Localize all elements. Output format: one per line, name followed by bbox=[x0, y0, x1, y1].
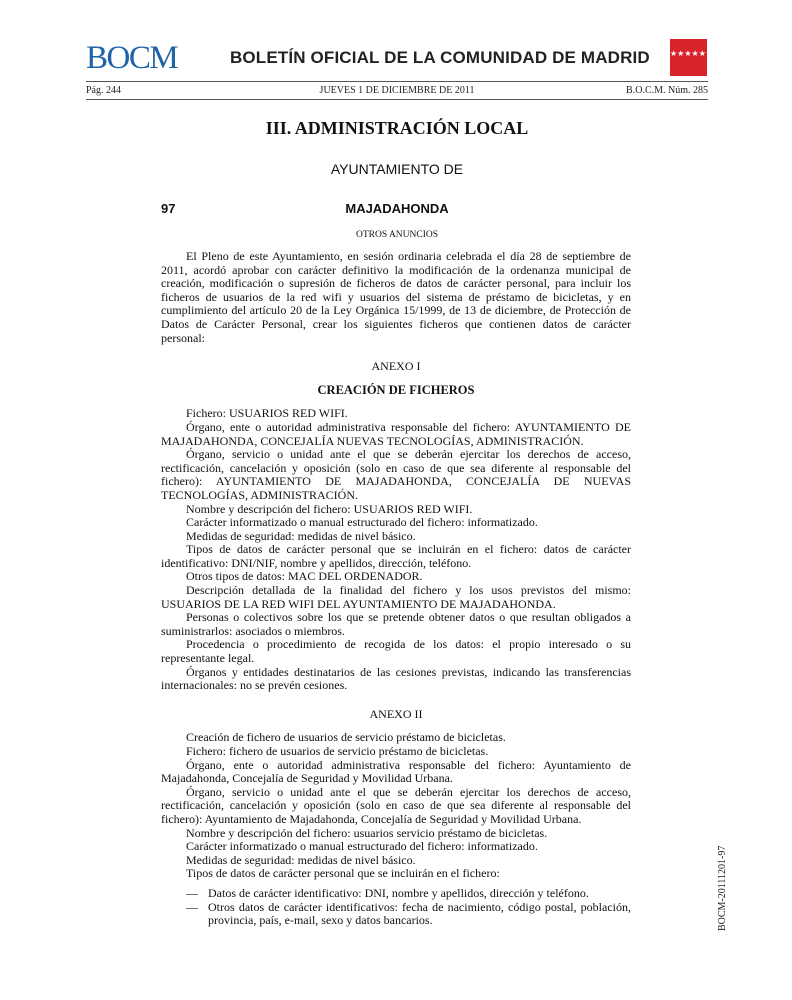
madrid-flag-icon: ★★★★★★★ bbox=[670, 39, 707, 76]
annex-1-paragraph: Órgano, servicio o unidad ante el que se deberán ejercitar los derechos de acceso, rectificación, cancelación y oposición (solo en caso de que sea diferente al responsable del fichero): AYUNTAMIENTO DE MAJADAHONDA, CONCEJALÍA DE NUEVAS TECNOLOGÍAS, ADMINISTRACIÓN. bbox=[161, 447, 631, 502]
bocm-logo: BOCM bbox=[86, 40, 178, 76]
annex-1-paragraph: Nombre y descripción del fichero: USUARIOS RED WIFI. bbox=[186, 501, 473, 516]
entry-number: 97 bbox=[161, 201, 176, 216]
annex-2-paragraph: Órgano, servicio o unidad ante el que se deberán ejercitar los derechos de acceso, rectificación, cancelación y oposición (solo en caso de que sea diferente al responsable del fichero): Ayuntamiento de Majadahonda, Concejalía de Seguridad y Movilidad Urbana. bbox=[161, 784, 631, 826]
municipality: MAJADAHONDA bbox=[345, 201, 449, 216]
header-rule-bottom bbox=[86, 99, 708, 100]
annex-2-paragraph: Medidas de seguridad: medidas de nivel básico. bbox=[186, 852, 416, 867]
header-rule-top bbox=[86, 81, 708, 82]
annex-2-paragraph: Fichero: fichero de usuarios de servicio préstamo de bicicletas. bbox=[186, 744, 489, 758]
list-item-text: Datos de carácter identificativo: DNI, nombre y apellidos, dirección y teléfono. bbox=[208, 885, 589, 900]
entity-type: AYUNTAMIENTO DE bbox=[330, 161, 464, 177]
annex-1-paragraph: Descripción detallada de la finalidad del fichero y los usos previstos del mismo: USUARIOS DE LA RED WIFI DEL AYUNTAMIENTO DE MAJADAHONDA. bbox=[161, 583, 631, 611]
annex-1-paragraph: Fichero: USUARIOS RED WIFI. bbox=[186, 406, 348, 421]
masthead-title: BOLETÍN OFICIAL DE LA COMUNIDAD DE MADRID bbox=[230, 48, 650, 67]
annex-1-paragraph: Órganos y entidades destinatarios de las cesiones previstas, indicando las transferencias internacionales: no se prevén cesiones. bbox=[161, 664, 631, 693]
annex-1-paragraph: Tipos de datos de carácter personal que se incluirán en el fichero: datos de carácter identificativo: DNI/NIF, nombre y apellidos, dirección, teléfono. bbox=[161, 542, 631, 570]
issue-date: JUEVES 1 DE DICIEMBRE DE 2011 bbox=[319, 85, 475, 96]
annex-2-title: ANEXO II bbox=[369, 706, 423, 721]
announcement-category: OTROS ANUNCIOS bbox=[355, 230, 439, 240]
document-body bbox=[161, 250, 631, 928]
annex-1-title: ANEXO I bbox=[371, 359, 421, 374]
annex-1-subtitle: CREACIÓN DE FICHEROS bbox=[317, 382, 475, 397]
dash-marker: — bbox=[186, 899, 198, 914]
annex-1-paragraph: Procedencia o procedimiento de recogida de los datos: el propio interesado o su representante legal. bbox=[161, 637, 631, 666]
annex-2-paragraph: Órgano, ente o autoridad administrativa responsable del fichero: Ayuntamiento de Majadahonda, Concejalía de Seguridad y Movilidad Urbana. bbox=[161, 757, 631, 786]
annex-1-paragraph: Medidas de seguridad: medidas de nivel básico. bbox=[186, 528, 416, 543]
list-item bbox=[161, 901, 631, 928]
annex-2-paragraph: Tipos de datos de carácter personal que se incluirán en el fichero: bbox=[186, 866, 500, 881]
page-number: Pág. 244 bbox=[86, 85, 121, 96]
annex-1-paragraph: Personas o colectivos sobre los que se pretende obtener datos o que resultan obligados a suministrarlos: asociados o miembros. bbox=[161, 610, 631, 638]
annex-2-paragraph: Carácter informatizado o manual estructurado del fichero: informatizado. bbox=[186, 839, 538, 854]
document-code: BOCM-20111201-97 bbox=[717, 845, 728, 931]
list-item-text: Otros datos de carácter identificativos: fecha de nacimiento, código postal, población, provincia, país, e-mail, sexo y datos bancarios. bbox=[208, 899, 631, 928]
annex-2-paragraph: Creación de fichero de usuarios de servicio préstamo de bicicletas. bbox=[186, 730, 506, 745]
section-title: III. ADMINISTRACIÓN LOCAL bbox=[265, 118, 529, 138]
list-item bbox=[161, 887, 631, 901]
annex-1-paragraph: Órgano, ente o autoridad administrativa responsable del fichero: AYUNTAMIENTO DE MAJADAHONDA, CONCEJALÍA NUEVAS TECNOLOGÍAS, ADMINISTRACIÓN. bbox=[161, 419, 631, 448]
issue-number: B.O.C.M. Núm. 285 bbox=[626, 85, 708, 96]
annex-2-paragraph: Nombre y descripción del fichero: usuarios servicio préstamo de bicicletas. bbox=[186, 825, 548, 840]
data-types-list bbox=[161, 887, 631, 928]
annex-1-paragraph: Otros tipos de datos: MAC DEL ORDENADOR. bbox=[186, 569, 423, 584]
intro-paragraph: El Pleno de este Ayuntamiento, en sesión ordinaria celebrada el día 28 de septiembre de 2011, acordó aprobar con carácter definitivo la modificación de la ordenanza municipal de creación, modificación o supresión de ficheros de datos de carácter personal, para incluir los ficheros de usuarios de la red wifi y usuarios del sistema de préstamo de bicicletas, y en cumplimiento del artículo 20 de la Ley Orgánica 15/1999, de 13 de diciembre, de Protección de Datos de Carácter Personal, crear los siguientes ficheros que contienen datos de carácter personal: bbox=[161, 249, 631, 345]
dash-marker: — bbox=[186, 885, 198, 900]
annex-1-paragraph: Carácter informatizado o manual estructurado del fichero: informatizado. bbox=[186, 515, 538, 530]
